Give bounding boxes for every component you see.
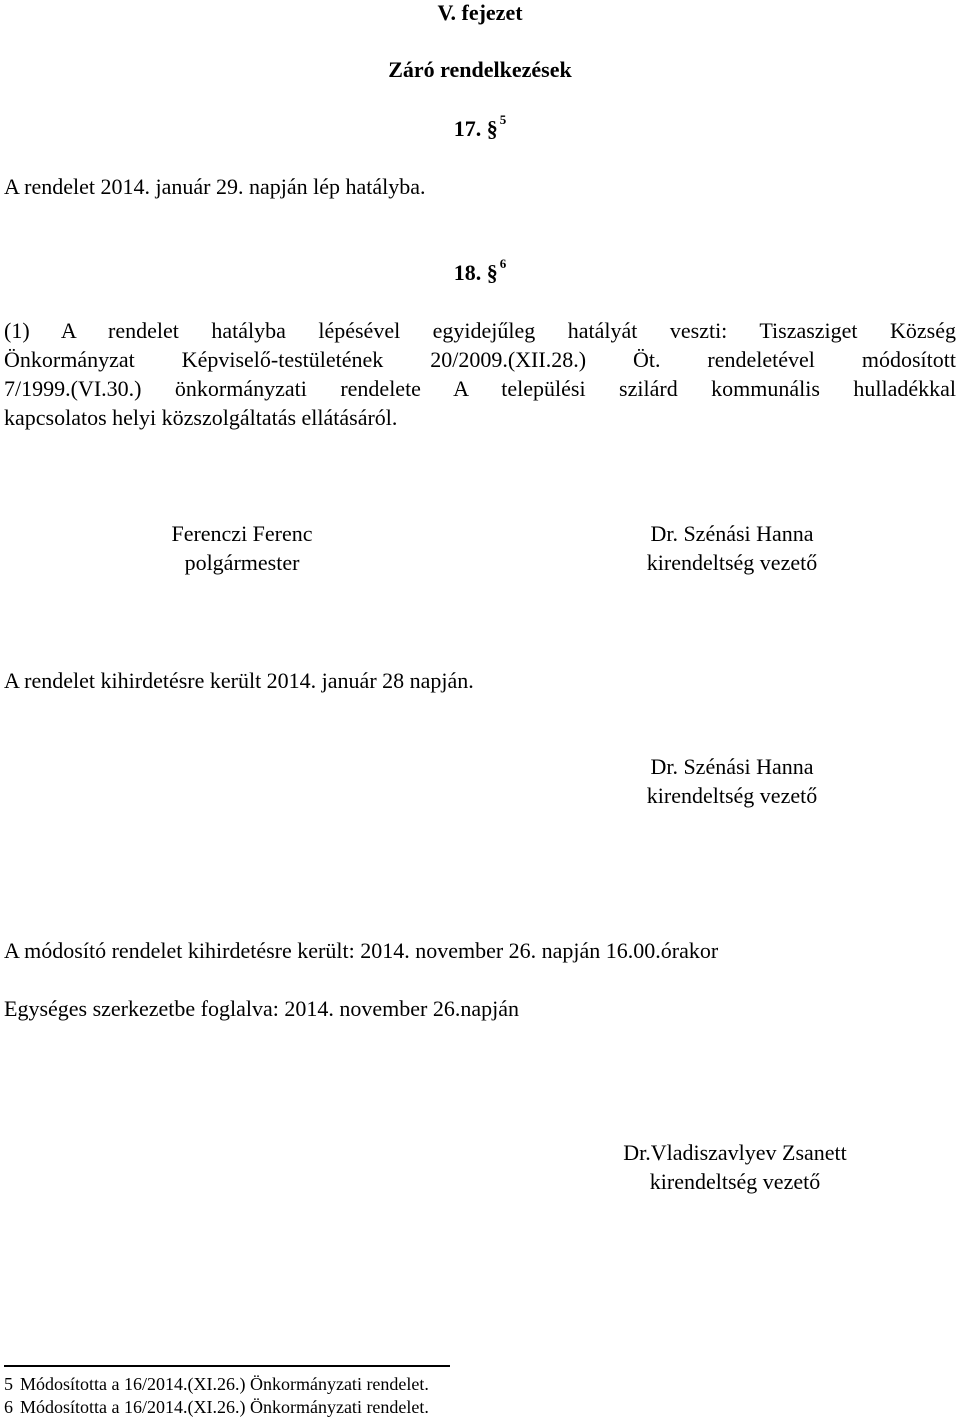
signer-name: Dr. Szénási Hanna: [650, 521, 814, 546]
chapter-subtitle: Záró rendelkezések: [388, 57, 572, 82]
footnote-ref-5[interactable]: 5: [499, 112, 507, 127]
footnote-number: 6: [4, 1397, 13, 1417]
section-18-number: 18. §: [453, 260, 498, 285]
footnote-number: 5: [4, 1374, 13, 1394]
consolidated-text: Egységes szerkezetbe foglalva: 2014. november 26.napján: [4, 996, 519, 1021]
signer-name: Dr.Vladiszavlyev Zsanett: [623, 1140, 847, 1165]
signer-title: polgármester: [184, 550, 300, 575]
promulgation-signature: [600, 752, 864, 810]
section-18-line-2: Önkormányzat Képviselő-testületének 20/2009.(XII.28.) Öt. rendeletével módosított: [4, 347, 956, 372]
signer-title: kirendeltség vezető: [646, 550, 818, 575]
section-18-heading: [0, 258, 960, 290]
footnote-text: Módosította a 16/2014.(XI.26.) Önkormányzati rendelet.: [20, 1397, 429, 1417]
section-18-line-4: kapcsolatos helyi közszolgáltatás ellátásáról.: [4, 405, 398, 430]
footnote-divider: [4, 1365, 450, 1367]
section-17-text: A rendelet 2014. január 29. napján lép hatályba.: [4, 174, 426, 199]
signer-name: Dr. Szénási Hanna: [650, 754, 814, 779]
footnote-text: Módosította a 16/2014.(XI.26.) Önkormányzati rendelet.: [20, 1374, 429, 1394]
signer-title: kirendeltség vezető: [646, 783, 818, 808]
signature-right: [600, 519, 864, 577]
footnote-5: [4, 1373, 429, 1395]
promulgation-text: A rendelet kihirdetésre került 2014. január 28 napján.: [4, 668, 474, 693]
signature-left: [120, 519, 364, 577]
footnote-6: [4, 1396, 429, 1418]
signer-name: Ferenczi Ferenc: [171, 521, 313, 546]
amendment-text: A módosító rendelet kihirdetésre került: 2014. november 26. napján 16.00.órakor: [4, 938, 719, 963]
signer-title: kirendeltség vezető: [649, 1169, 821, 1194]
section-17-number: 17. §: [453, 116, 498, 141]
section-17-heading: [0, 114, 960, 146]
chapter-title: V. fejezet: [437, 0, 523, 25]
section-18-line-3: 7/1999.(VI.30.) önkormányzati rendelete A települési szilárd kommunális hulladékkal: [4, 376, 956, 401]
footnote-ref-6[interactable]: 6: [499, 256, 507, 271]
section-18-line-1: (1) A rendelet hatályba lépésével egyidejűleg hatályát veszti: Tiszasziget Község: [4, 318, 956, 343]
amendment-signature: [610, 1138, 860, 1196]
